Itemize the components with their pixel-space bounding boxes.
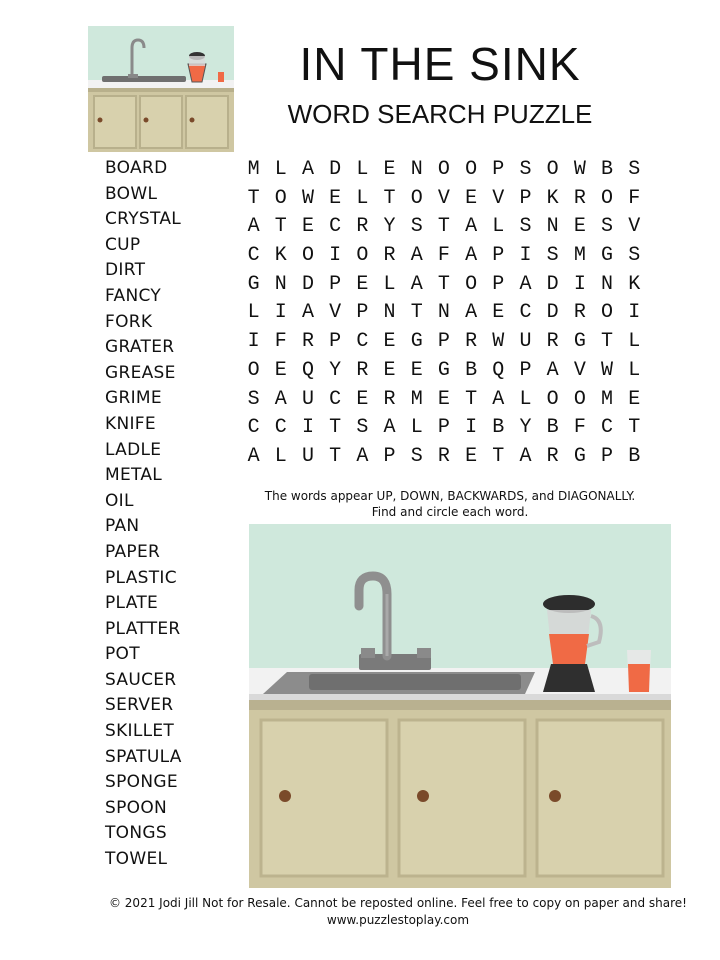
grid-letter: G xyxy=(573,330,586,354)
grid-row xyxy=(240,271,648,300)
grid-letter: A xyxy=(465,244,478,268)
grid-letter: N xyxy=(383,301,396,325)
word-list-item: GREASE xyxy=(105,362,176,383)
grid-letter: T xyxy=(410,301,423,325)
grid-letter: L xyxy=(492,215,505,239)
grid-letter: G xyxy=(437,358,450,382)
grid-letter: B xyxy=(546,416,559,440)
word-list-item: SERVER xyxy=(105,695,174,716)
grid-letter: M xyxy=(573,244,586,268)
word-list-item: GRATER xyxy=(105,337,175,358)
grid-letter: I xyxy=(519,244,532,268)
grid-letter: S xyxy=(628,158,641,181)
grid-letter: K xyxy=(628,272,641,296)
grid-row xyxy=(240,213,648,242)
footer-url: www.puzzlestoplay.com xyxy=(326,913,470,927)
grid-letter: T xyxy=(329,444,342,468)
grid-letter: U xyxy=(301,387,314,411)
grid-letter: V xyxy=(573,358,586,382)
grid-letter: C xyxy=(329,215,342,239)
grid-letter: A xyxy=(410,244,423,268)
grid-letter: A xyxy=(247,215,260,239)
grid-letter: E xyxy=(356,387,369,411)
letter-grid xyxy=(240,156,648,472)
grid-letter: R xyxy=(301,330,314,354)
grid-letter: P xyxy=(437,416,450,440)
grid-letter: A xyxy=(301,158,314,181)
grid-letter: C xyxy=(601,416,614,440)
grid-letter: V xyxy=(628,215,641,239)
kitchen-sink-thumbnail xyxy=(88,26,234,152)
grid-letter: D xyxy=(546,272,559,296)
grid-letter: S xyxy=(601,215,614,239)
grid-letter: V xyxy=(329,301,342,325)
grid-letter: R xyxy=(383,244,396,268)
word-list-item: PAPER xyxy=(105,541,161,562)
word-list-item: CUP xyxy=(105,234,141,255)
grid-letter: S xyxy=(519,158,532,181)
grid-letter: L xyxy=(410,416,423,440)
grid-letter: A xyxy=(519,272,532,296)
grid-letter: L xyxy=(274,444,287,468)
word-list-item: OIL xyxy=(105,490,134,511)
grid-letter: E xyxy=(410,358,423,382)
grid-letter: T xyxy=(465,387,478,411)
grid-letter: O xyxy=(410,186,423,210)
grid-letter: S xyxy=(519,215,532,239)
grid-letter: M xyxy=(247,158,260,181)
grid-letter: S xyxy=(628,244,641,268)
grid-letter: O xyxy=(573,387,586,411)
grid-letter: W xyxy=(573,158,586,181)
kitchen-sink-illustration xyxy=(249,524,671,888)
grid-letter: I xyxy=(465,416,478,440)
grid-letter: G xyxy=(410,330,423,354)
grid-letter: E xyxy=(301,215,314,239)
instructions-line: The words appear UP, DOWN, BACKWARDS, and DIAGONALLY. xyxy=(264,489,636,503)
grid-letter: M xyxy=(410,387,423,411)
grid-letter: L xyxy=(628,358,641,382)
grid-letter: E xyxy=(356,272,369,296)
word-list-item: PLATTER xyxy=(105,618,181,639)
grid-letter: O xyxy=(274,186,287,210)
grid-letter: O xyxy=(465,272,478,296)
grid-letter: F xyxy=(628,186,641,210)
grid-row xyxy=(240,156,648,185)
grid-letter: C xyxy=(356,330,369,354)
grid-letter: T xyxy=(274,215,287,239)
grid-letter: C xyxy=(247,244,260,268)
grid-letter: W xyxy=(301,186,314,210)
word-list-item: TONGS xyxy=(105,823,167,844)
grid-letter: O xyxy=(546,387,559,411)
grid-letter: A xyxy=(356,444,369,468)
grid-letter: R xyxy=(465,330,478,354)
grid-letter: U xyxy=(301,444,314,468)
word-list-item: BOWL xyxy=(105,183,158,204)
grid-row xyxy=(240,357,648,386)
grid-letter: O xyxy=(465,158,478,181)
grid-letter: E xyxy=(437,387,450,411)
word-list-item: SAUCER xyxy=(105,669,177,690)
grid-letter: F xyxy=(274,330,287,354)
word-list-item: SPONGE xyxy=(105,772,178,793)
grid-letter: T xyxy=(601,330,614,354)
grid-letter: S xyxy=(546,244,559,268)
grid-letter: T xyxy=(628,416,641,440)
grid-letter: F xyxy=(437,244,450,268)
grid-letter: N xyxy=(601,272,614,296)
grid-letter: P xyxy=(601,444,614,468)
grid-letter: L xyxy=(519,387,532,411)
grid-letter: T xyxy=(247,186,260,210)
grid-letter: R xyxy=(573,301,586,325)
grid-letter: I xyxy=(274,301,287,325)
grid-letter: T xyxy=(329,416,342,440)
grid-letter: F xyxy=(573,416,586,440)
word-list-item: SPATULA xyxy=(105,746,182,767)
grid-letter: S xyxy=(410,215,423,239)
grid-letter: G xyxy=(247,272,260,296)
grid-letter: B xyxy=(628,444,641,468)
grid-letter: O xyxy=(601,301,614,325)
grid-letter: V xyxy=(437,186,450,210)
grid-letter: P xyxy=(492,158,505,181)
grid-letter: W xyxy=(492,330,505,354)
grid-letter: W xyxy=(601,358,614,382)
grid-letter: I xyxy=(628,301,641,325)
grid-letter: N xyxy=(546,215,559,239)
word-list-item: TOWEL xyxy=(105,849,168,870)
grid-letter: G xyxy=(573,444,586,468)
grid-letter: P xyxy=(519,186,532,210)
grid-letter: A xyxy=(247,444,260,468)
grid-letter: R xyxy=(573,186,586,210)
grid-letter: N xyxy=(410,158,423,181)
grid-letter: E xyxy=(628,387,641,411)
grid-letter: T xyxy=(383,186,396,210)
grid-row xyxy=(240,386,648,415)
grid-letter: E xyxy=(383,330,396,354)
word-list-item: FORK xyxy=(105,311,153,332)
grid-letter: R xyxy=(356,358,369,382)
word-list-item: LADLE xyxy=(105,439,162,460)
grid-letter: I xyxy=(573,272,586,296)
grid-letter: N xyxy=(274,272,287,296)
grid-letter: E xyxy=(274,358,287,382)
word-list-item: PLATE xyxy=(105,593,159,614)
word-list-item: GRIME xyxy=(105,388,162,409)
grid-letter: V xyxy=(492,186,505,210)
grid-letter: R xyxy=(356,215,369,239)
grid-letter: C xyxy=(247,416,260,440)
grid-row xyxy=(240,414,648,443)
grid-letter: Y xyxy=(519,416,532,440)
instructions-line: Find and circle each word. xyxy=(371,505,529,519)
word-list-item: SPOON xyxy=(105,797,168,818)
grid-letter: K xyxy=(274,244,287,268)
grid-letter: O xyxy=(546,158,559,181)
grid-letter: A xyxy=(383,416,396,440)
word-list-item: METAL xyxy=(105,465,163,486)
grid-letter: R xyxy=(383,387,396,411)
grid-letter: L xyxy=(247,301,260,325)
grid-letter: Y xyxy=(329,358,342,382)
word-list-item: FANCY xyxy=(105,285,162,306)
grid-letter: E xyxy=(465,186,478,210)
grid-letter: O xyxy=(356,244,369,268)
grid-letter: C xyxy=(274,416,287,440)
grid-letter: E xyxy=(492,301,505,325)
grid-letter: A xyxy=(492,387,505,411)
grid-letter: T xyxy=(437,215,450,239)
grid-letter: A xyxy=(274,387,287,411)
footer-copyright: © 2021 Jodi Jill Not for Resale. Cannot be reposted online. Feel free to copy on paper and share! xyxy=(108,896,687,910)
grid-letter: R xyxy=(437,444,450,468)
grid-letter: A xyxy=(301,301,314,325)
grid-letter: O xyxy=(301,244,314,268)
grid-letter: E xyxy=(383,358,396,382)
grid-row xyxy=(240,299,648,328)
grid-letter: L xyxy=(628,330,641,354)
grid-letter: I xyxy=(301,416,314,440)
grid-letter: E xyxy=(329,186,342,210)
grid-letter: C xyxy=(519,301,532,325)
grid-letter: C xyxy=(329,387,342,411)
grid-letter: A xyxy=(546,358,559,382)
grid-letter: Y xyxy=(383,215,396,239)
grid-letter: L xyxy=(274,158,287,181)
grid-letter: P xyxy=(356,301,369,325)
page-subtitle: WORD SEARCH PUZZLE xyxy=(287,99,593,129)
grid-letter: E xyxy=(573,215,586,239)
grid-letter: S xyxy=(410,444,423,468)
grid-letter: P xyxy=(437,330,450,354)
grid-letter: D xyxy=(329,158,342,181)
grid-letter: O xyxy=(437,158,450,181)
grid-letter: L xyxy=(356,158,369,181)
instructions xyxy=(240,488,660,520)
grid-letter: T xyxy=(437,272,450,296)
grid-letter: S xyxy=(247,387,260,411)
grid-letter: P xyxy=(329,330,342,354)
grid-letter: S xyxy=(356,416,369,440)
grid-letter: P xyxy=(519,358,532,382)
word-list-item: CRYSTAL xyxy=(105,209,182,230)
grid-letter: O xyxy=(247,358,260,382)
grid-letter: G xyxy=(601,244,614,268)
grid-letter: R xyxy=(546,330,559,354)
word-list-item: PLASTIC xyxy=(105,567,177,588)
word-list-item: SKILLET xyxy=(105,721,175,742)
grid-letter: P xyxy=(492,272,505,296)
word-list-item: PAN xyxy=(105,516,140,537)
word-list-item: POT xyxy=(105,644,140,665)
word-list-item: DIRT xyxy=(105,260,146,281)
word-list xyxy=(105,156,182,873)
grid-letter: Q xyxy=(492,358,505,382)
grid-letter: P xyxy=(383,444,396,468)
page-title: IN THE SINK xyxy=(299,38,581,90)
grid-row xyxy=(240,328,648,357)
word-list-item: KNIFE xyxy=(105,413,156,434)
grid-letter: B xyxy=(492,416,505,440)
grid-letter: I xyxy=(247,330,260,354)
grid-letter: T xyxy=(492,444,505,468)
grid-letter: I xyxy=(329,244,342,268)
grid-letter: D xyxy=(546,301,559,325)
grid-letter: A xyxy=(519,444,532,468)
grid-row xyxy=(240,443,648,472)
grid-letter: P xyxy=(492,244,505,268)
grid-letter: P xyxy=(329,272,342,296)
grid-letter: A xyxy=(465,215,478,239)
grid-letter: U xyxy=(519,330,532,354)
grid-letter: L xyxy=(356,186,369,210)
grid-letter: A xyxy=(465,301,478,325)
grid-letter: M xyxy=(601,387,614,411)
grid-letter: L xyxy=(383,272,396,296)
grid-letter: B xyxy=(465,358,478,382)
grid-letter: E xyxy=(383,158,396,181)
grid-letter: Q xyxy=(301,358,314,382)
word-list-item: BOARD xyxy=(105,158,168,178)
grid-letter: N xyxy=(437,301,450,325)
grid-letter: D xyxy=(301,272,314,296)
grid-letter: R xyxy=(546,444,559,468)
grid-letter: E xyxy=(465,444,478,468)
grid-letter: A xyxy=(410,272,423,296)
grid-letter: B xyxy=(601,158,614,181)
grid-row xyxy=(240,242,648,271)
grid-row xyxy=(240,185,648,214)
grid-letter: K xyxy=(546,186,559,210)
grid-letter: O xyxy=(601,186,614,210)
